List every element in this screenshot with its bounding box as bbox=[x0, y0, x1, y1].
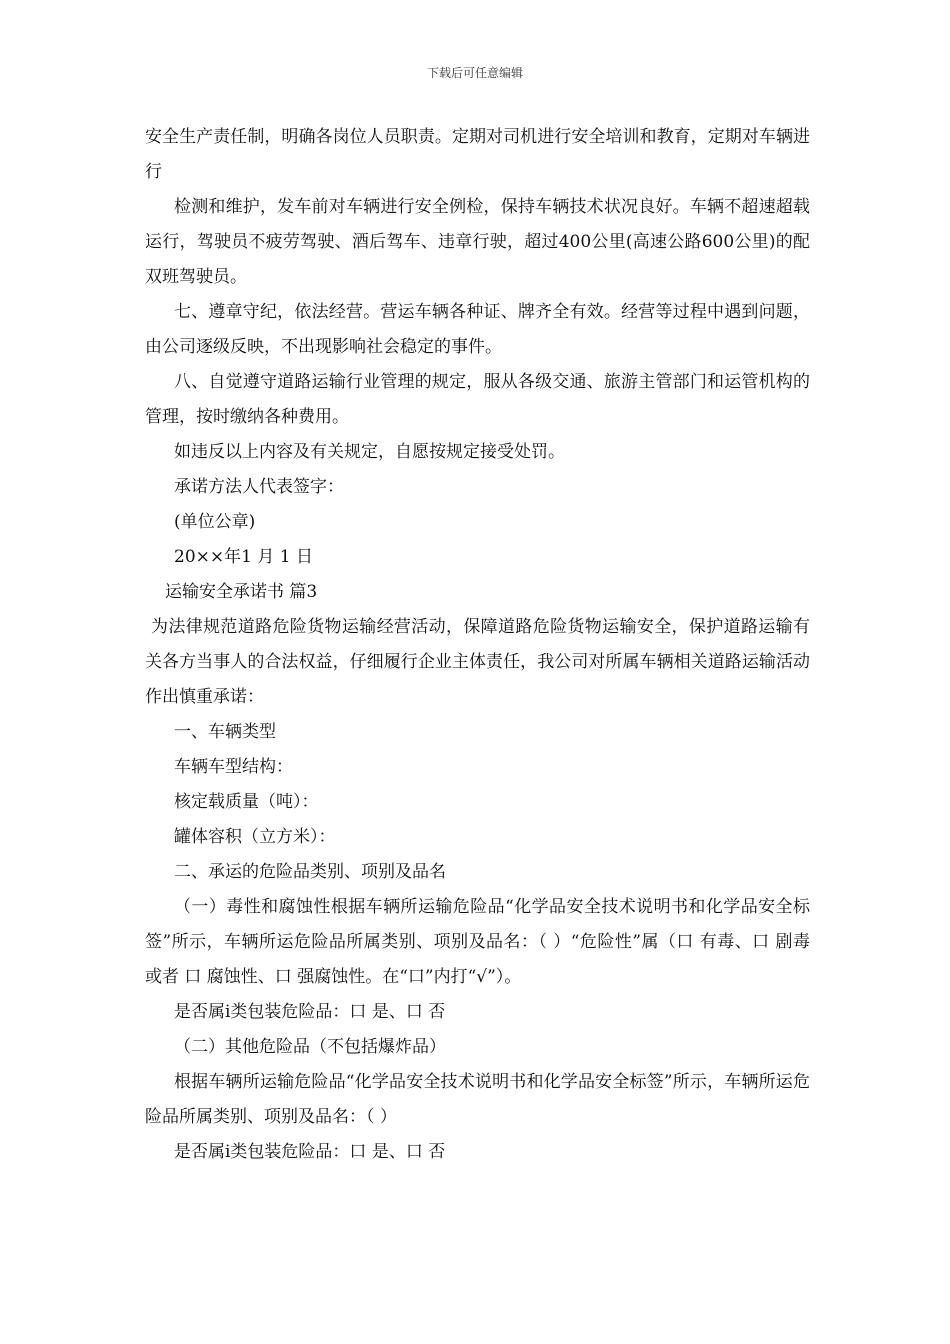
page-header: 下载后可任意编辑 bbox=[426, 66, 523, 80]
field-class-i-packaging-2: 是否属ⅰ类包装危险品：口 是、口 否 bbox=[174, 1142, 446, 1162]
paragraph-1: 安全生产责任制，明确各岗位人员职责。定期对司机进行安全培训和教育，定期对车辆进行 bbox=[145, 127, 810, 182]
heading-vehicle-type: 一、车辆类型 bbox=[174, 722, 276, 742]
document-body bbox=[145, 120, 810, 1170]
heading-hazard-category: 二、承运的危险品类别、项别及品名 bbox=[174, 862, 446, 882]
paragraph-toxic-corrosive: （一）毒性和腐蚀性根据车辆所运输危险品“化学品安全技术说明书和化学品安全标签”所示，车辆所运危险品所属类别、项别及品名：（ ）“危险性”属（口 有毒、口 剧毒 或者 口 腐蚀性、口 强腐蚀性。在“口”内打“√”）。 bbox=[145, 897, 810, 987]
field-rated-load: 核定载质量（吨）： bbox=[174, 792, 319, 812]
signature-line: 承诺方法人代表签字： bbox=[174, 477, 344, 497]
paragraph-other-hazards: 根据车辆所运输危险品“化学品安全技术说明书和化学品安全标签”所示，车辆所运危险品所属类别、项别及品名：（ ） bbox=[145, 1072, 810, 1127]
seal-line: (单位公章) bbox=[174, 512, 256, 532]
paragraph-5: 如违反以上内容及有关规定，自愿按规定接受处罚。 bbox=[174, 442, 565, 462]
field-tank-volume: 罐体容积（立方米）： bbox=[174, 827, 336, 847]
paragraph-intro: 为法律规范道路危险货物运输经营活动，保障道路危险货物运输安全，保护道路运输有关各方当事人的合法权益，仔细履行企业主体责任，我公司对所属车辆相关道路运输活动作出慎重承诺： bbox=[145, 617, 810, 707]
paragraph-3: 七、遵章守纪，依法经营。营运车辆各种证、牌齐全有效。经营等过程中遇到问题，由公司逐级反映，不出现影响社会稳定的事件。 bbox=[145, 302, 810, 357]
section-title: 运输安全承诺书 篇3 bbox=[165, 582, 318, 602]
paragraph-2: 检测和维护，发车前对车辆进行安全例检，保持车辆技术状况良好。车辆不超速超载运行，驾驶员不疲劳驾驶、酒后驾车、违章行驶，超过400公里(高速公路600公里)的配双班驾驶员。 bbox=[145, 197, 810, 287]
field-class-i-packaging-1: 是否属ⅰ类包装危险品：口 是、口 否 bbox=[174, 1002, 446, 1022]
paragraph-4: 八、自觉遵守道路运输行业管理的规定，服从各级交通、旅游主管部门和运管机构的管理，按时缴纳各种费用。 bbox=[145, 372, 810, 427]
date-line: 20××年1 月 1 日 bbox=[174, 547, 313, 567]
field-vehicle-structure: 车辆车型结构： bbox=[174, 757, 293, 777]
heading-other-hazards: （二）其他危险品（不包括爆炸品） bbox=[174, 1037, 446, 1057]
